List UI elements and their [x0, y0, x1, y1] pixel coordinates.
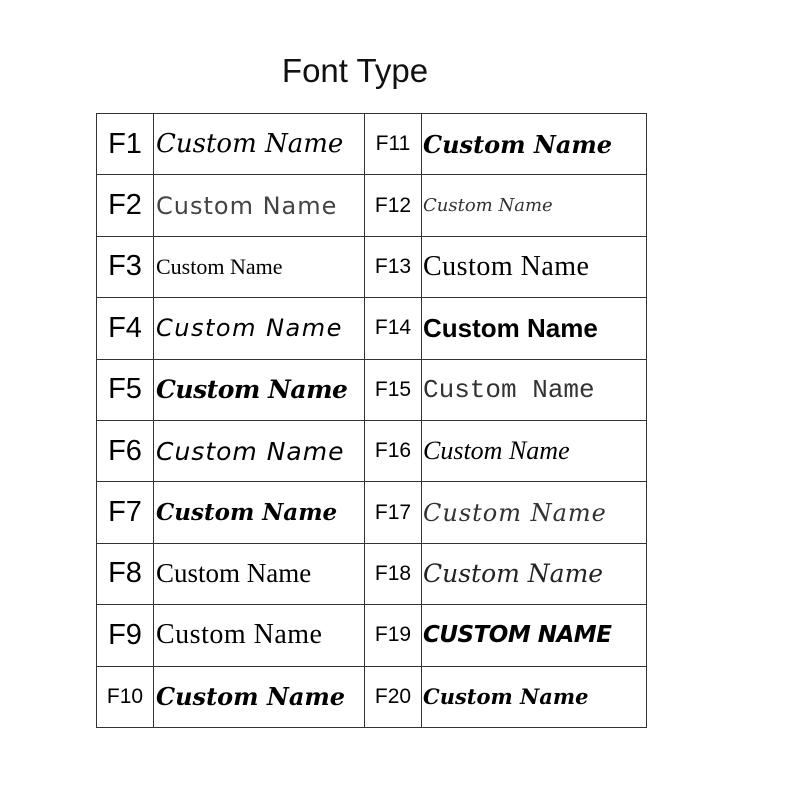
- font-sample-f1[interactable]: Custom Name: [156, 129, 344, 160]
- table-row: [97, 666, 647, 727]
- table-row: [97, 298, 647, 359]
- table-row: [97, 605, 647, 666]
- table-row: [97, 420, 647, 481]
- font-sample-f18[interactable]: Custom Name: [423, 559, 604, 589]
- font-sample-f8[interactable]: Custom Name: [156, 558, 312, 589]
- font-code-f17: F17: [365, 482, 422, 543]
- font-code-f16: F16: [365, 420, 422, 481]
- font-code-f13: F13: [365, 236, 422, 297]
- font-sample-f14[interactable]: Custom Name: [423, 312, 598, 343]
- font-code-f19: F19: [365, 605, 422, 666]
- font-sample-f15[interactable]: Custom Name: [423, 374, 595, 405]
- font-code-f15: F15: [365, 359, 422, 420]
- font-sample-f12[interactable]: Custom Name: [423, 195, 553, 217]
- table-row: [97, 114, 647, 175]
- font-code-f20: F20: [365, 666, 422, 727]
- font-code-f11: F11: [365, 114, 422, 175]
- font-sample-f17[interactable]: Custom Name: [423, 498, 607, 527]
- font-code-f14: F14: [365, 298, 422, 359]
- table-row: [97, 175, 647, 236]
- font-sample-f7[interactable]: Custom Name: [156, 499, 338, 527]
- font-sample-f3[interactable]: Custom Name: [156, 253, 283, 279]
- font-code-f5: F5: [97, 359, 154, 420]
- table-row: [97, 236, 647, 297]
- font-code-f4: F4: [97, 298, 154, 359]
- font-type-table: [96, 113, 647, 728]
- font-sample-f6[interactable]: Custom Name: [156, 436, 345, 466]
- font-sample-f11[interactable]: Custom Name: [423, 129, 613, 159]
- font-code-f1: F1: [97, 114, 154, 175]
- font-sample-f4[interactable]: Custom Name: [156, 314, 343, 343]
- font-sample-f5[interactable]: Custom Name: [156, 375, 348, 405]
- font-sample-f16[interactable]: Custom Name: [423, 436, 570, 466]
- font-code-f6: F6: [97, 420, 154, 481]
- table-row: [97, 543, 647, 604]
- font-code-f10: F10: [97, 666, 154, 727]
- font-code-f9: F9: [97, 605, 154, 666]
- font-sample-f20[interactable]: Custom Name: [423, 684, 589, 710]
- font-sample-f19[interactable]: CUSTOM NAME: [423, 622, 612, 649]
- font-sample-f9[interactable]: Custom Name: [156, 619, 323, 651]
- font-code-f18: F18: [365, 543, 422, 604]
- table-row: [97, 359, 647, 420]
- font-code-f8: F8: [97, 543, 154, 604]
- font-code-f2: F2: [97, 175, 154, 236]
- font-code-f7: F7: [97, 482, 154, 543]
- font-code-f12: F12: [365, 175, 422, 236]
- font-sample-f10[interactable]: Custom Name: [156, 682, 346, 712]
- font-sample-f2[interactable]: Custom Name: [156, 191, 338, 220]
- font-sample-f13[interactable]: Custom Name: [423, 250, 590, 282]
- page-title: Font Type: [281, 52, 429, 89]
- table-row: [97, 482, 647, 543]
- font-code-f3: F3: [97, 236, 154, 297]
